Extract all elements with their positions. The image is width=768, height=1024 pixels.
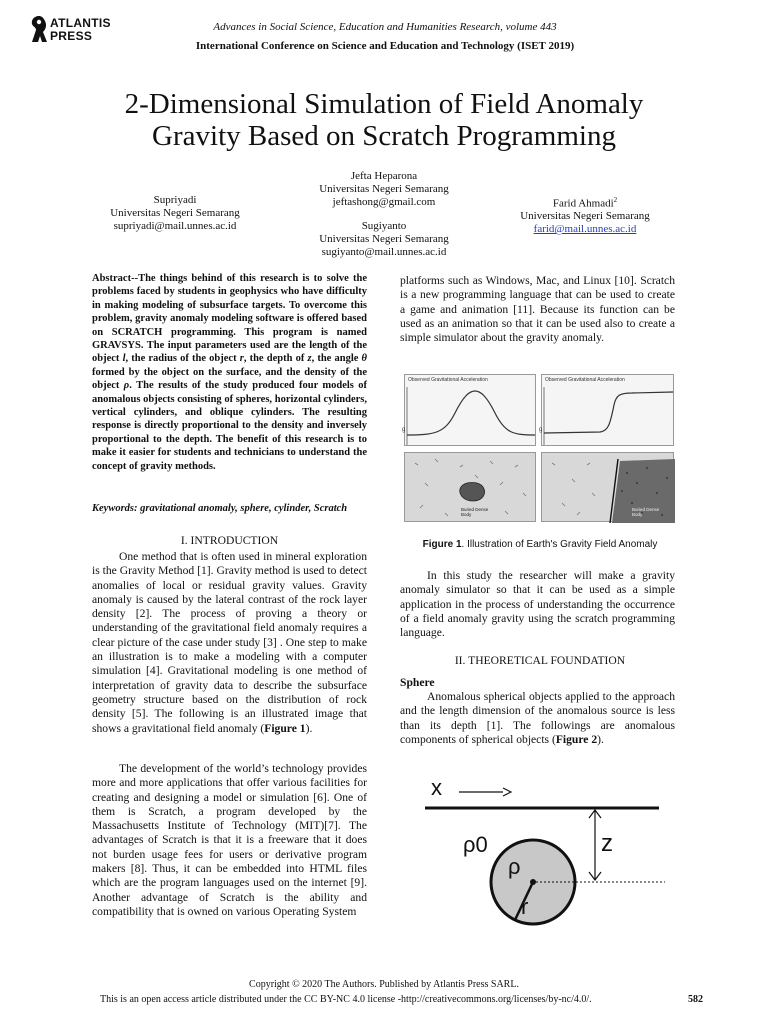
author-email: sugiyanto@mail.unnes.ac.id bbox=[321, 245, 447, 258]
r-label: r bbox=[521, 894, 529, 919]
author-block bbox=[500, 194, 670, 236]
author-name: Farid Ahmadi$^2$ bbox=[552, 196, 618, 210]
buried-body-label: Buried Dense Body bbox=[632, 507, 660, 517]
figure-1-caption: Figure 1. Illustration of Earth's Gravity Field Anomaly bbox=[422, 539, 658, 550]
page-number: 582 bbox=[688, 994, 703, 1005]
atlantis-press-logo bbox=[28, 14, 128, 46]
journal-header: Advances in Social Science, Education and Humanities Research, volume 443 bbox=[213, 21, 557, 33]
author-email: supriyadi@mail.unnes.ac.id bbox=[113, 219, 237, 232]
right-paragraph-2: In this study the researcher will make a gravity anomaly simulator so that it can be used as a simple application in the process of understanding the occurrence of a field anomaly gravity using the scratch programming language. bbox=[400, 569, 675, 640]
rho-label: ρ bbox=[508, 854, 521, 879]
author-block bbox=[90, 194, 260, 232]
right-paragraph-1: platforms such as Windows, Mac, and Linux [10]. Scratch is a new programming language that can be used to create a game and animation [11]. Because its function can be used as an animation so that it can be used also to create a simple simulator about the gravity anomaly. bbox=[400, 274, 675, 345]
rho0-label: ρ0 bbox=[463, 832, 488, 857]
intro-paragraph-1: One method that is often used in mineral exploration is the Gravity Method [1]. Gravity method is used to detect anomalies of local or residual gravity values. Gravity anomaly is caused by the lateral contrast of the rock layer density [2]. The process of proving a theory or understanding of the gravitational field anomaly requires a clear picture of the case under study [3] . One step to make an illustration is to make a modeling with a computer simulation [4]. Gravitational modeling is one method of interpretation of gravity data to describe the subsurface geometry structure based on the distribution of rock density [5]. The following is an illustrated image that shows a gravitational field anomaly (Figure 1). bbox=[92, 550, 367, 735]
section-heading-introduction: I. INTRODUCTION bbox=[180, 534, 279, 547]
z-label: z bbox=[601, 830, 613, 857]
sphere-geometry-diagram bbox=[403, 772, 675, 928]
paper-title bbox=[60, 88, 708, 152]
x-arrow-head bbox=[503, 788, 511, 796]
section-heading-theoretical-foundation: II. THEORETICAL FOUNDATION bbox=[454, 654, 626, 667]
author-affiliation: Universitas Negeri Semarang bbox=[319, 182, 449, 195]
figure-1-reference: Figure 1 bbox=[264, 721, 306, 735]
author-name: Sugiyanto bbox=[361, 220, 407, 232]
author-block bbox=[300, 170, 468, 208]
author-superscript: 2 bbox=[613, 196, 618, 204]
author-affiliation: Universitas Negeri Semarang bbox=[110, 206, 240, 219]
abstract: Abstract--The things behind of this research is to solve the problems faced by students in geophysics who have difficulty in making modeling of subsurface targets. To overcome this problem, gravity anomaly modeling software is offered based on SCRATCH programming. This program is named GRAVSYS. The input parameters used are the length of the object l, the radius of the object r, the depth of z, the angle θ formed by the object on the surface, and the density of the object ρ. The results of the study produced four models of anomalous objects consisting of spheres, horizontal cylinders, vertical cylinders, and oblique cylinders. The resulting response is directly proportional to the density and inversely proportional to the depth. The benefit of this research is to make it easier for students and technicians to understand the concept of gravity methods. bbox=[92, 273, 367, 472]
subsurface-panel-left bbox=[404, 452, 536, 522]
conference-header: International Conference on Science and Education and Technology (ISET 2019) bbox=[195, 40, 575, 52]
author-affiliation: Universitas Negeri Semarang bbox=[520, 210, 650, 223]
buried-body-label: Buried Dense Body bbox=[461, 507, 489, 517]
subsection-heading-sphere: Sphere bbox=[400, 676, 435, 689]
subsurface-panel-right bbox=[541, 452, 674, 522]
author-affiliation: Universitas Negeri Semarang bbox=[319, 232, 449, 245]
gravity-graph-panel-left bbox=[404, 374, 536, 446]
title-line-1: 2-Dimensional Simulation of Field Anomaly bbox=[124, 88, 644, 120]
logo-text-atlantis: ATLANTIS bbox=[50, 16, 111, 30]
panel-title: Observed Gravitational Acceleration bbox=[545, 377, 625, 383]
x-label: x bbox=[431, 775, 442, 800]
g-axis-label: g bbox=[402, 427, 406, 433]
gravity-curve-bell bbox=[405, 375, 537, 447]
atlantis-logo-icon bbox=[28, 14, 50, 44]
author-name: Supriyadi bbox=[153, 194, 197, 206]
panel-title: Observed Gravitational Acceleration bbox=[408, 377, 488, 383]
keywords: Keywords: gravitational anomaly, sphere, cylinder, Scratch bbox=[92, 503, 348, 514]
author-email[interactable] bbox=[500, 223, 670, 236]
author-email-link[interactable]: farid@mail.unnes.ac.id bbox=[533, 223, 637, 236]
figure-1-illustration bbox=[404, 374, 674, 522]
logo-text-press: PRESS bbox=[50, 29, 93, 43]
author-name: Jefta Heparona bbox=[350, 170, 418, 182]
copyright-line: Copyright © 2020 The Authors. Published by Atlantis Press SARL. bbox=[249, 979, 519, 990]
author-block bbox=[300, 220, 468, 258]
figure-2-sphere-diagram bbox=[403, 772, 675, 928]
g-axis-label: g bbox=[539, 427, 543, 433]
license-line: This is an open access article distributed under the CC BY-NC 4.0 license -http://creativecommons.org/licenses/by-nc/4.0/. bbox=[100, 994, 592, 1005]
figure-2-reference: Figure 2 bbox=[555, 732, 598, 746]
author-email: jeftashong@gmail.com bbox=[332, 195, 436, 208]
right-paragraph-3: Anomalous spherical objects applied to the approach and the length dimension of the anomalous source is less than its depth [1]. The followings are anomalous components of spherical objects (Figure 2). bbox=[400, 690, 675, 746]
title-line-2: Gravity Based on Scratch Programming bbox=[152, 120, 616, 152]
gravity-graph-panel-right bbox=[541, 374, 674, 446]
intro-paragraph-2: The development of the world’s technology provides more and more applications that offer various facilities for creating and designing a model or simulation [6]. One of them is Scratch, a program developed by the Massachusetts Institute of Technology (MIT)[7]. The advantages of Scratch is that it is a freeware that it does not burden usage fees for users or derivative program makers [8]. Thus, it can be embedded into HTML files which are the program languages used on the internet [9]. Another advantage of Scratch is the ability and compatibility that is owned on various Operating System bbox=[92, 762, 367, 918]
gravity-curve-step bbox=[542, 375, 675, 447]
